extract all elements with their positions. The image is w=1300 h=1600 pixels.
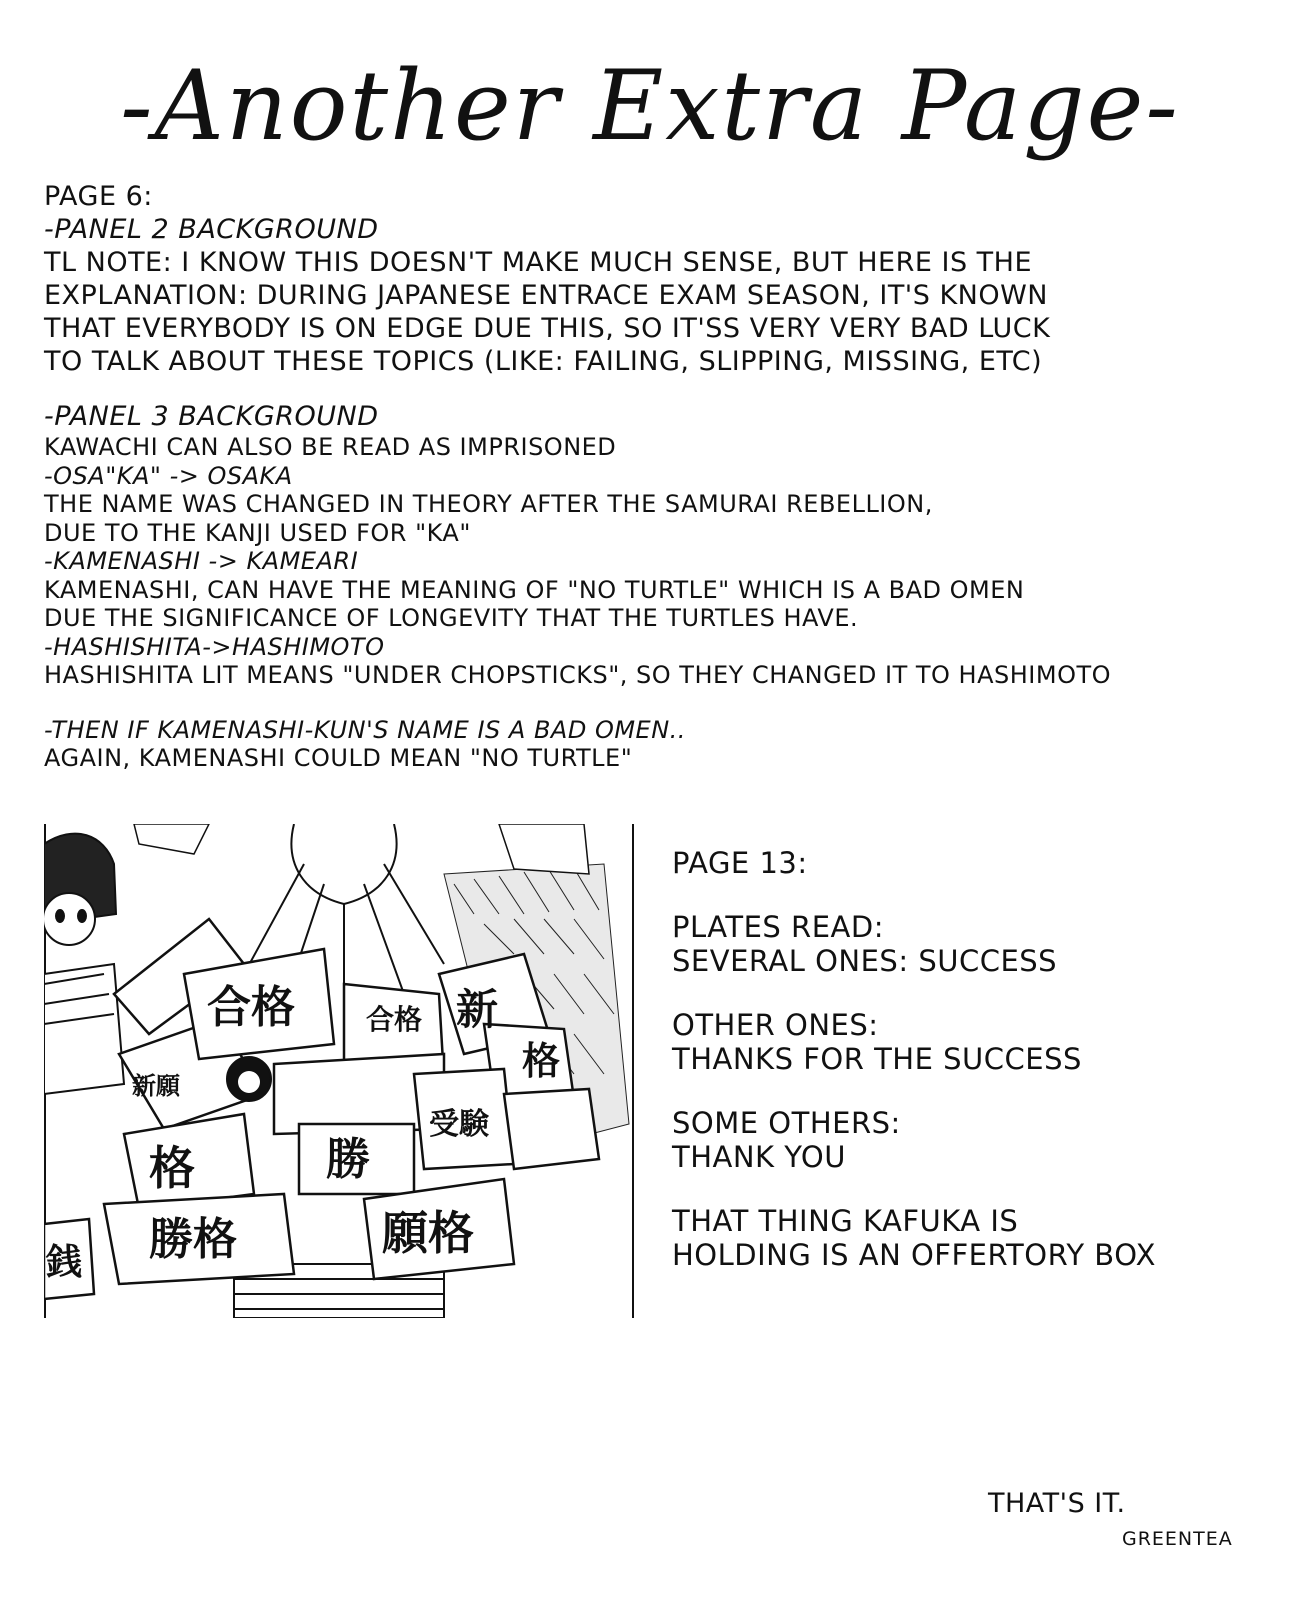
panel3-line: HASHISHITA LIT MEANS "UNDER CHOPSTICKS", SO THEY CHANGED IT TO HASHIMOTO xyxy=(44,661,1112,689)
panel3-line: DUE THE SIGNIFICANCE OF LONGEVITY THAT THE TURTLES HAVE. xyxy=(44,604,859,632)
panel2-line: EXPLANATION: DURING JAPANESE ENTRACE EXAM SEASON, IT'S KNOWN xyxy=(44,280,1049,311)
plate-text: 勝 xyxy=(326,1134,370,1185)
plates-several: SEVERAL ONES: SUCCESS xyxy=(672,944,1058,978)
panel3-line: -OSA"KA" -> OSAKA xyxy=(44,461,293,490)
plate-text: 格 xyxy=(522,1038,561,1083)
some-text: THANK YOU xyxy=(672,1140,846,1174)
plate-text: 合格 xyxy=(207,982,295,1033)
plates-label: PLATES READ: xyxy=(672,910,884,944)
plate-text: 願格 xyxy=(382,1206,474,1260)
page6-notes xyxy=(44,180,1264,773)
box-note-line: HOLDING IS AN OFFERTORY BOX xyxy=(672,1238,1157,1272)
other-label: OTHER ONES: xyxy=(672,1008,879,1042)
plate-text: 合格 xyxy=(366,1003,423,1036)
other-text: THANKS FOR THE SUCCESS xyxy=(672,1042,1082,1076)
panel3-line: DUE TO THE KANJI USED FOR "KA" xyxy=(44,518,471,547)
plate-text: 新願 xyxy=(132,1071,180,1100)
page-title: -Another Extra Page- xyxy=(120,50,1180,162)
plate-text: 銭 xyxy=(46,1241,83,1283)
box-note-line: THAT THING KAFUKA IS xyxy=(672,1204,1019,1238)
panel3-label: -PANEL 3 BACKGROUND xyxy=(44,401,379,432)
panel2-line: TO TALK ABOUT THESE TOPICS (LIKE: FAILING, SLIPPING, MISSING, ETC) xyxy=(44,346,1043,377)
translator-credit: GREENTEA xyxy=(1122,1528,1233,1550)
panel2-label: -PANEL 2 BACKGROUND xyxy=(44,214,379,245)
some-label: SOME OTHERS: xyxy=(672,1106,901,1140)
plate-text: 勝格 xyxy=(149,1214,237,1265)
page13-notes xyxy=(672,846,1272,1302)
plate-text: 格 xyxy=(149,1141,195,1195)
then-label: -THEN IF KAMENASHI-KUN'S NAME IS A BAD OMEN.. xyxy=(44,715,686,744)
page13-heading: PAGE 13: xyxy=(672,846,808,880)
panel3-line: THE NAME WAS CHANGED IN THEORY AFTER THE SAMURAI REBELLION, xyxy=(44,490,933,518)
panel2-line: THAT EVERYBODY IS ON EDGE DUE THIS, SO IT'SS VERY VERY BAD LUCK xyxy=(44,313,1051,344)
plate-text: 新 xyxy=(456,985,499,1034)
plate-text: 受験 xyxy=(429,1107,489,1142)
closing-text: THAT'S IT. xyxy=(988,1488,1126,1519)
panel2-line: TL NOTE: I KNOW THIS DOESN'T MAKE MUCH SENSE, BUT HERE IS THE xyxy=(44,247,1033,278)
panel3-line: -KAMENASHI -> KAMEARI xyxy=(44,547,359,575)
then-line: AGAIN, KAMENASHI COULD MEAN "NO TURTLE" xyxy=(44,744,633,772)
page6-heading: PAGE 6: xyxy=(44,181,153,212)
panel3-line: KAMENASHI, CAN HAVE THE MEANING OF "NO TURTLE" WHICH IS A BAD OMEN xyxy=(44,575,1025,604)
panel3-line: -HASHISHITA->HASHIMOTO xyxy=(44,632,385,661)
panel3-line: KAWACHI CAN ALSO BE READ AS IMPRISONED xyxy=(44,433,617,461)
manga-panel-illustration xyxy=(44,824,634,1318)
